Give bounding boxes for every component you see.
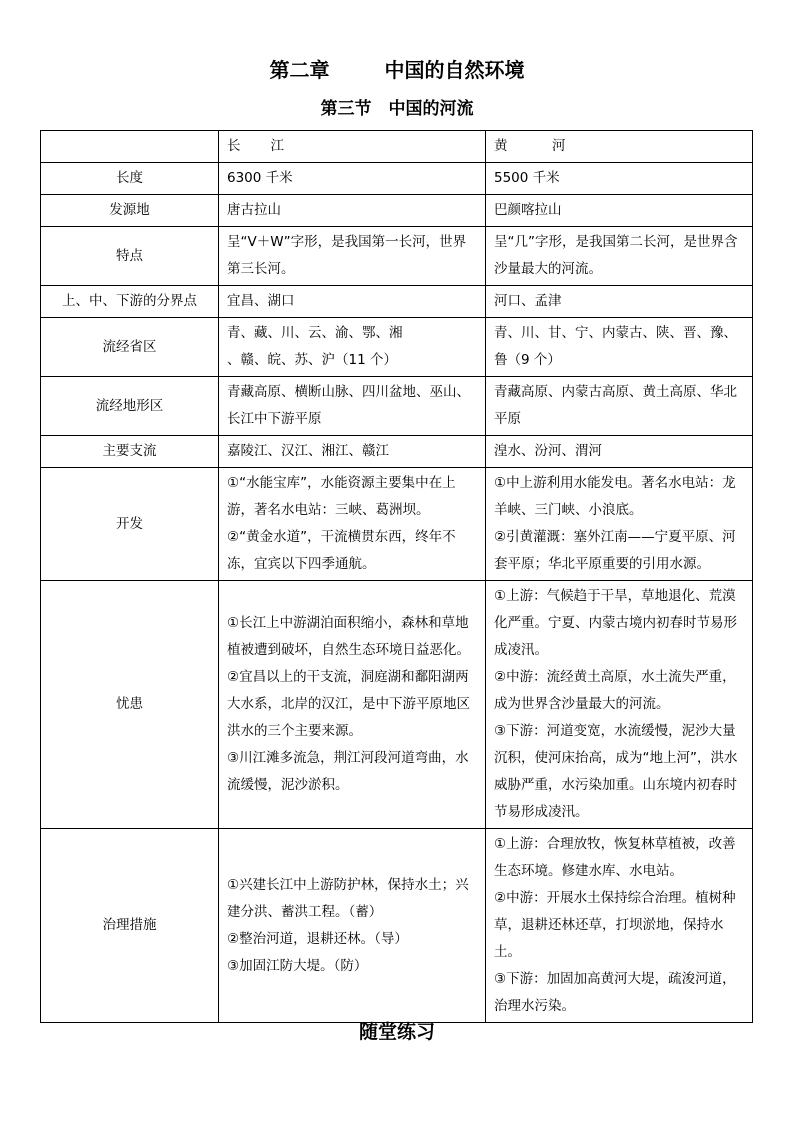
row-label: 流经省区 — [41, 318, 219, 377]
cell-text: 6300 千米 — [227, 170, 293, 186]
cell-text: 呈“几”字形，是我国第二长河，是世界含沙量最大的河流。 — [494, 234, 738, 277]
cell-text: ③下游：加固加高黄河大堤，疏浚河道，治理水污染。 — [494, 971, 736, 1014]
cell-changjiang — [219, 377, 486, 436]
cell-changjiang — [219, 829, 486, 1023]
chapter-title: 第二章 中国的自然环境 — [269, 58, 525, 82]
cell-text: ①兴建长江中上游防护林，保持水土；兴建分洪、蓄洪工程。（蓄） — [227, 876, 469, 920]
cell-text: ②宜昌以上的干支流，洞庭湖和鄱阳湖两大水系，北岸的汉江，是中下游平原地区洪水的三个主要来源。 — [227, 669, 470, 739]
cell-text: ②中游：流经黄土高原，水土流失严重，成为世界含沙量最大的河流。 — [494, 669, 736, 712]
cell-text: ①上游：气候趋于干旱，草地退化、荒漠化严重。宁夏、内蒙古境内初春时节易形成凌汛。 — [494, 588, 737, 658]
cell-huanghe — [486, 286, 753, 318]
cell-huanghe — [486, 829, 753, 1023]
row-label: 上、中、下游的分界点 — [41, 286, 219, 318]
table-row-tributaries — [41, 436, 753, 468]
cell-text: 巴颜喀拉山 — [494, 202, 562, 218]
cell-text: ①“水能宝库”，水能资源主要集中在上游，著名水电站：三峡、葛洲坝。 — [227, 475, 456, 518]
table-header-row — [41, 131, 753, 163]
practice-title: 随堂练习 — [358, 1021, 435, 1043]
table-row-measures — [41, 829, 753, 1023]
cell-huanghe — [486, 581, 753, 829]
row-label: 发源地 — [41, 195, 219, 227]
cell-huanghe — [486, 468, 753, 581]
table-row-length — [41, 163, 753, 195]
cell-huanghe — [486, 227, 753, 286]
row-label: 流经地形区 — [41, 377, 219, 436]
cell-text: ②引黄灌溉：塞外江南——宁夏平原、河套平原；华北平原重要的引用水源。 — [494, 529, 736, 572]
cell-text: 嘉陵江、汉江、湘江、赣江 — [227, 443, 389, 459]
header-huanghe: 黄 河 — [486, 131, 753, 163]
table-row-development — [41, 468, 753, 581]
cell-text: 青、藏、川、云、渝、鄂、湘 — [227, 325, 403, 341]
cell-changjiang — [219, 581, 486, 829]
cell-huanghe — [486, 318, 753, 377]
row-label: 长度 — [41, 163, 219, 195]
cell-text: 唐古拉山 — [227, 202, 281, 218]
row-label: 治理措施 — [41, 829, 219, 1023]
cell-changjiang — [219, 195, 486, 227]
row-label: 主要支流 — [41, 436, 219, 468]
cell-text: 青藏高原、内蒙古高原、黄土高原、华北平原 — [494, 384, 737, 427]
cell-huanghe — [486, 163, 753, 195]
cell-text: ③川江滩多流急，荆江河段河道弯曲，水流缓慢，泥沙淤积。 — [227, 750, 469, 793]
table-row-provinces — [41, 318, 753, 377]
cell-huanghe — [486, 436, 753, 468]
header-changjiang: 长 江 — [219, 131, 486, 163]
cell-changjiang — [219, 436, 486, 468]
cell-text: 河口、孟津 — [494, 293, 562, 309]
cell-changjiang — [219, 163, 486, 195]
table-row-problems — [41, 581, 753, 829]
cell-text: ①长江上中游湖泊面积缩小，森林和草地植被遭到破坏，自然生态环境日益恶化。 — [227, 615, 470, 658]
cell-changjiang — [219, 318, 486, 377]
cell-text: 青藏高原、横断山脉、四川盆地、巫山、长江中下游平原 — [227, 384, 470, 427]
cell-text: ①中上游利用水能发电。著名水电站：龙羊峡、三门峡、小浪底。 — [494, 475, 736, 518]
cell-text: ①上游：合理放牧，恢复林草植被，改善生态环境。修建水库、水电站。 — [494, 836, 736, 879]
row-label: 特点 — [41, 227, 219, 286]
table-row-terrain — [41, 377, 753, 436]
table-row-divisions — [41, 286, 753, 318]
river-comparison-table — [40, 130, 753, 1023]
table-row-source — [41, 195, 753, 227]
cell-changjiang — [219, 286, 486, 318]
table-row-features — [41, 227, 753, 286]
row-label: 开发 — [41, 468, 219, 581]
cell-changjiang — [219, 227, 486, 286]
cell-changjiang — [219, 468, 486, 581]
cell-text: ②整治河道，退耕还林。（导） — [227, 930, 408, 947]
row-label: 忧患 — [41, 581, 219, 829]
cell-text: ②中游：开展水土保持综合治理。植树种草，退耕还林还草，打坝淤地，保持水土。 — [494, 890, 736, 960]
cell-text: 呈“V＋W”字形，是我国第一长河，世界第三长河。 — [227, 234, 467, 277]
cell-text: 、赣、皖、苏、沪（11 个） — [227, 352, 397, 368]
cell-text: 湟水、汾河、渭河 — [494, 443, 602, 459]
cell-text: ③下游：河道变宽，水流缓慢，泥沙大量沉积，使河床抬高，成为“地上河”，洪水威胁严重，水污染加重。山东境内初春时节易形成凌汛。 — [494, 723, 738, 820]
cell-huanghe — [486, 195, 753, 227]
cell-text: ②“黄金水道”，干流横贯东西，终年不冻，宜宾以下四季通航。 — [227, 529, 456, 572]
header-empty-cell — [41, 131, 219, 163]
cell-huanghe — [486, 377, 753, 436]
cell-text: 宜昌、湖口 — [227, 293, 295, 309]
cell-text: ③加固江防大堤。（防） — [227, 957, 368, 974]
cell-text: 5500 千米 — [494, 170, 560, 186]
section-title: 第三节 中国的河流 — [320, 99, 474, 119]
cell-text: 青、川、甘、宁、内蒙古、陕、晋、豫、鲁（9 个） — [494, 325, 737, 368]
